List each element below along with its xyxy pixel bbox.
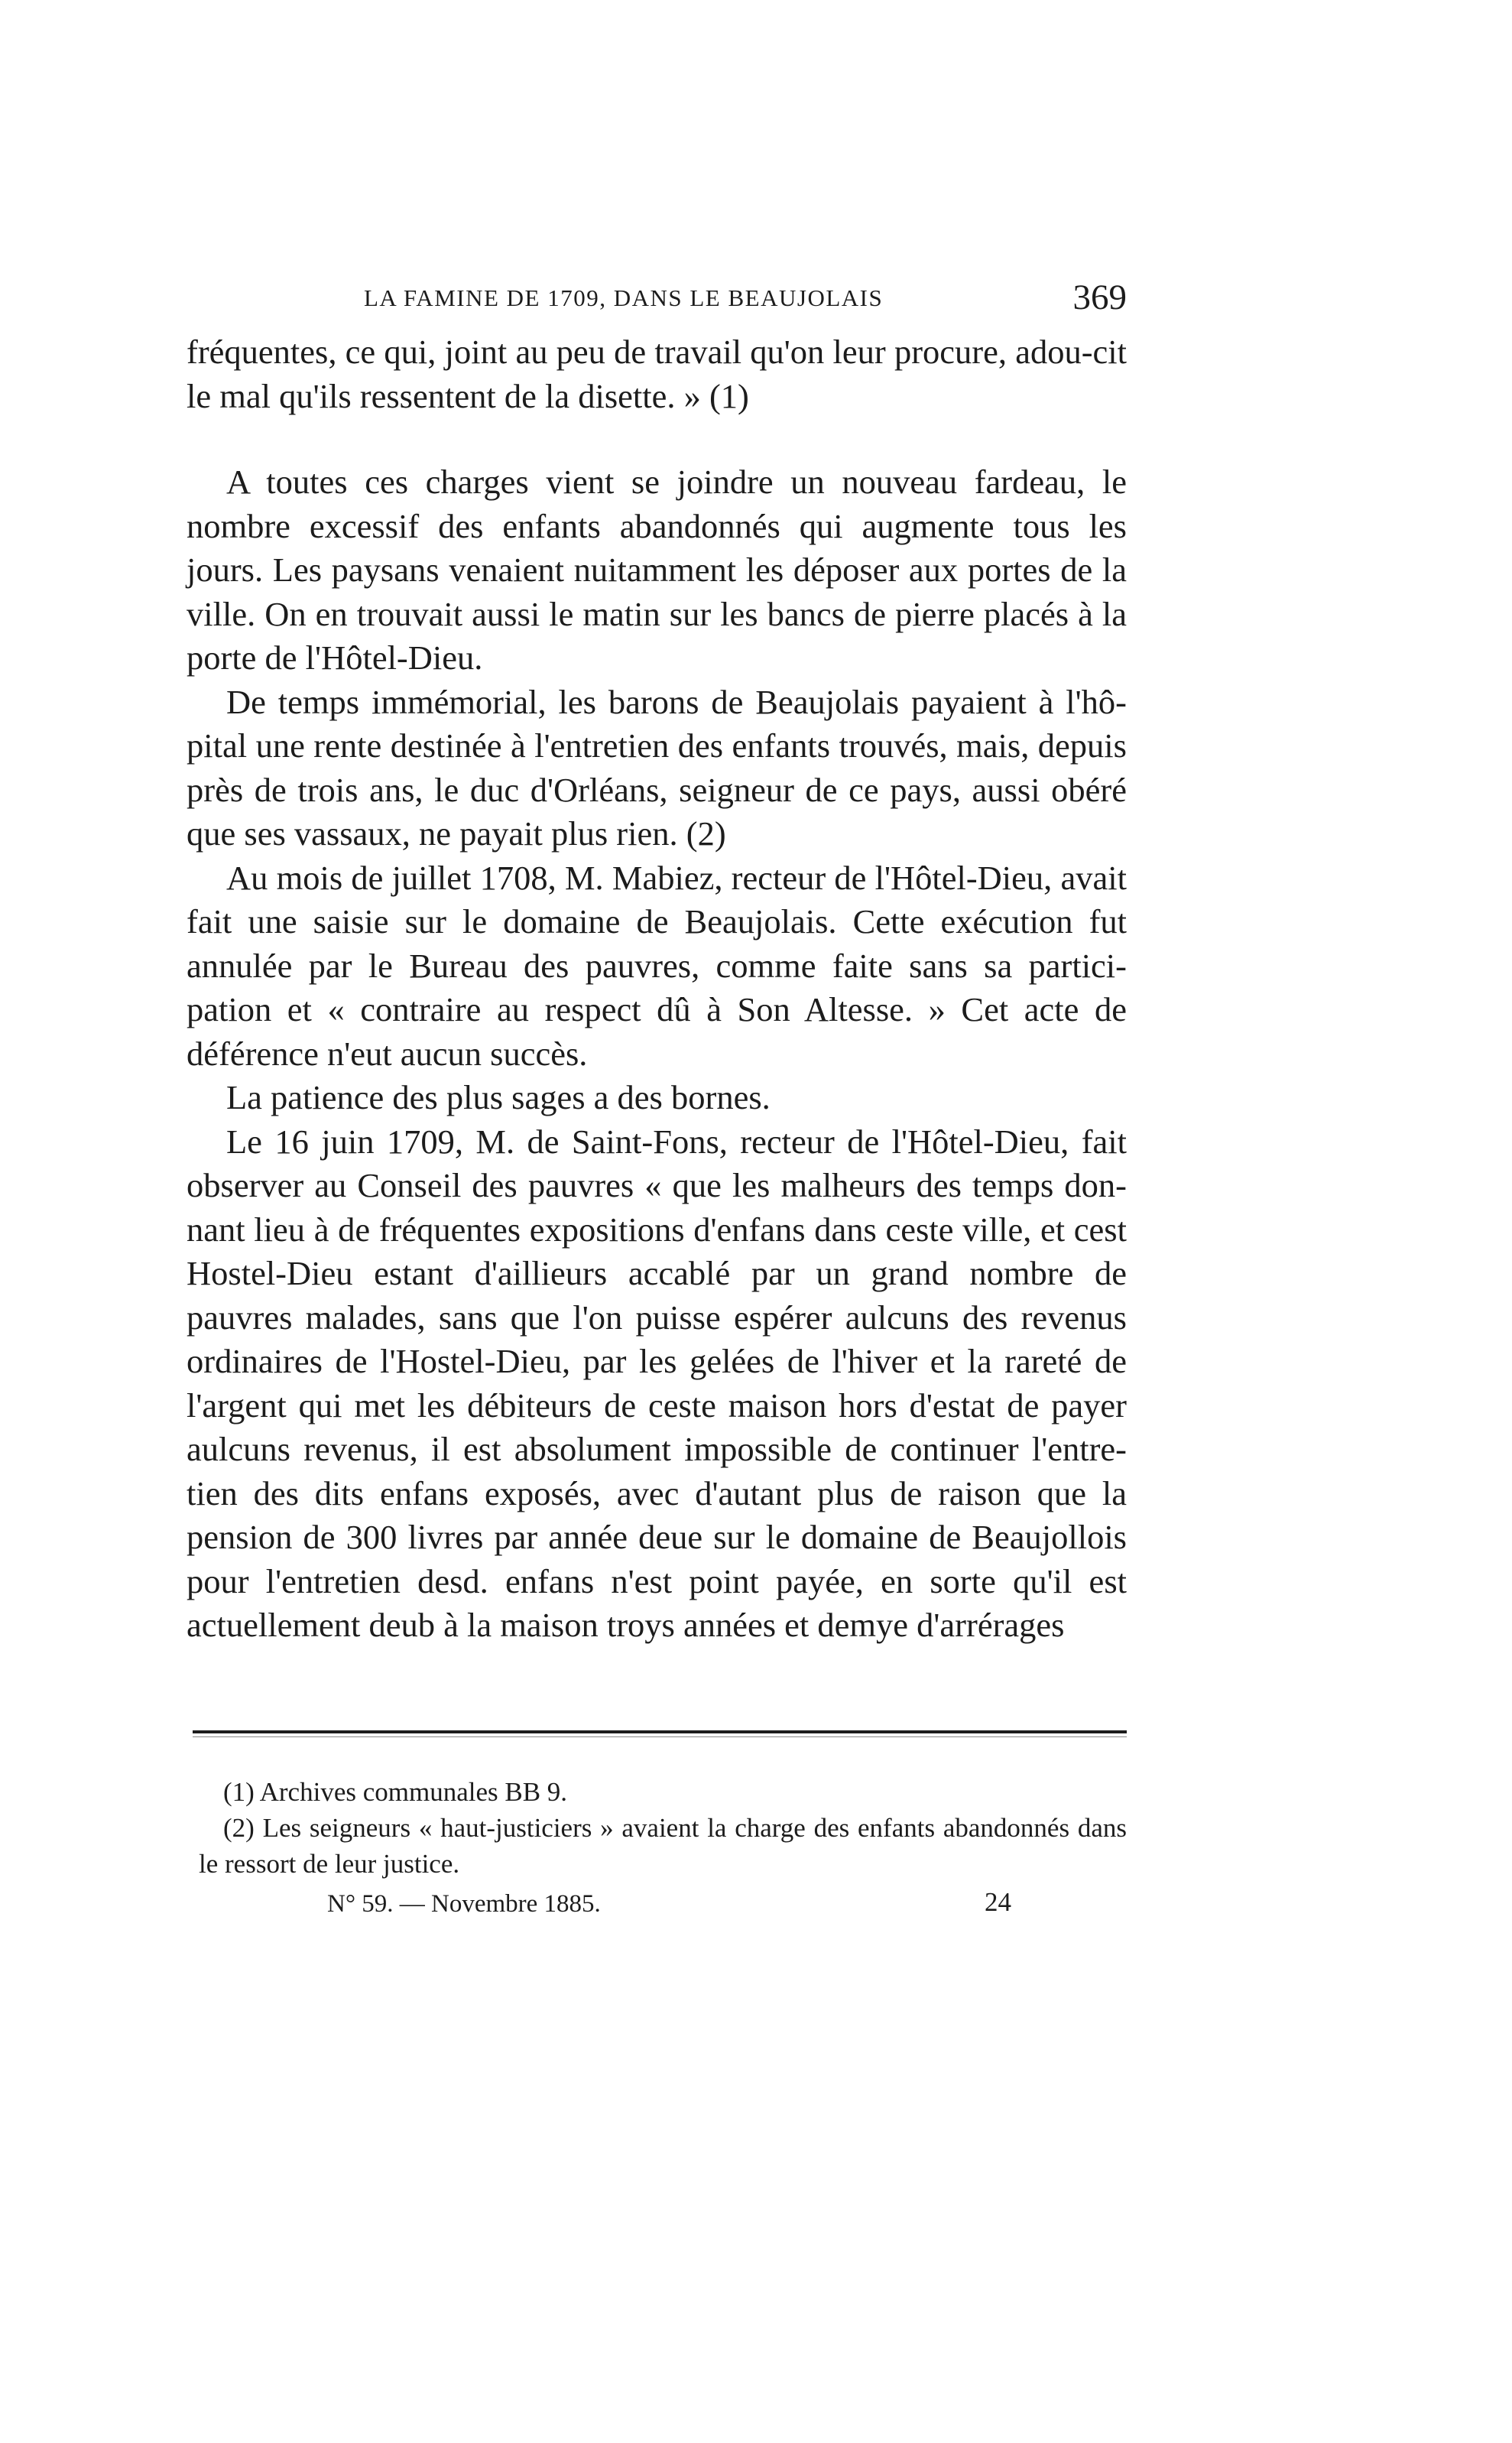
paragraph: De temps immémorial, les barons de Beaujolais payaient à l'hô-pital une rente destinée à l'entretien des enfants trouvés, mais, depuis près de trois ans, le duc d'Orléans, seigneur de ce pays, aussi obéré que ses vassaux, ne payait plus rien. (2) bbox=[187, 682, 1127, 853]
signature-issue: N° 59. — Novembre 1885. bbox=[327, 1890, 601, 1918]
footnote-divider-thin bbox=[193, 1736, 1127, 1737]
paragraph: La patience des plus sages a des bornes. bbox=[226, 1078, 771, 1116]
running-title: LA FAMINE DE 1709, DANS LE BEAUJOLAIS bbox=[364, 284, 884, 311]
page-number: 369 bbox=[1072, 278, 1127, 317]
body-text bbox=[187, 330, 1127, 1648]
paragraph-continuation: fréquentes, ce qui, joint au peu de travail qu'on leur procure, adou-cit le mal qu'ils ressentent de la disette. » (1) bbox=[187, 333, 1127, 415]
footnote-divider bbox=[193, 1730, 1127, 1733]
paragraph: Au mois de juillet 1708, M. Mabiez, recteur de l'Hôtel-Dieu, avait fait une saisie sur le domaine de Beaujolais. Cette exécution fut annulée par le Bureau des pauvres, comme faite sans sa partici-pation et « contraire au respect dû à Son Altesse. » Cet acte de déférence n'eut aucun succès. bbox=[187, 858, 1127, 1073]
footnote: (2) Les seigneurs « haut-justiciers » avaient la charge des enfants abandonnés dans le ressort de leur justice. bbox=[199, 1813, 1127, 1879]
signature-sheet-number: 24 bbox=[985, 1887, 1011, 1917]
footnotes bbox=[199, 1774, 1127, 1882]
paragraph: A toutes ces charges vient se joindre un nouveau fardeau, le nombre excessif des enfants abandonnés qui augmente tous les jours. Les paysans venaient nuitamment les déposer aux portes de la ville. On en trouvait aussi le matin sur les bancs de pierre placés à la porte de l'Hôtel-Dieu. bbox=[187, 463, 1127, 677]
footnote: (1) Archives communales BB 9. bbox=[223, 1777, 568, 1807]
paragraph: Le 16 juin 1709, M. de Saint-Fons, recteur de l'Hôtel-Dieu, fait observer au Conseil des pauvres « que les malheurs des temps don-nant lieu à de fréquentes expositions d'enfans dans ceste ville, et cest Hostel-Dieu estant d'aillieurs accablé par un grand nombre de pauvres malades, sans que l'on puisse espérer aulcuns des revenus ordinaires de l'Hostel-Dieu, par les gelées de l'hiver et la rareté de l'argent qui met les débiteurs de ceste maison hors d'estat de payer aulcuns revenus, il est absolument impossible de continuer l'entre-tien des dits enfans exposés, avec d'autant plus de raison que la pension de 300 livres par année deue sur le domaine de Beaujollois pour l'entretien desd. enfans n'est point payée, en sorte qu'il est actuellement deub à la maison troys années et demye d'arrérages bbox=[187, 1122, 1127, 1644]
page-header bbox=[187, 277, 1127, 323]
